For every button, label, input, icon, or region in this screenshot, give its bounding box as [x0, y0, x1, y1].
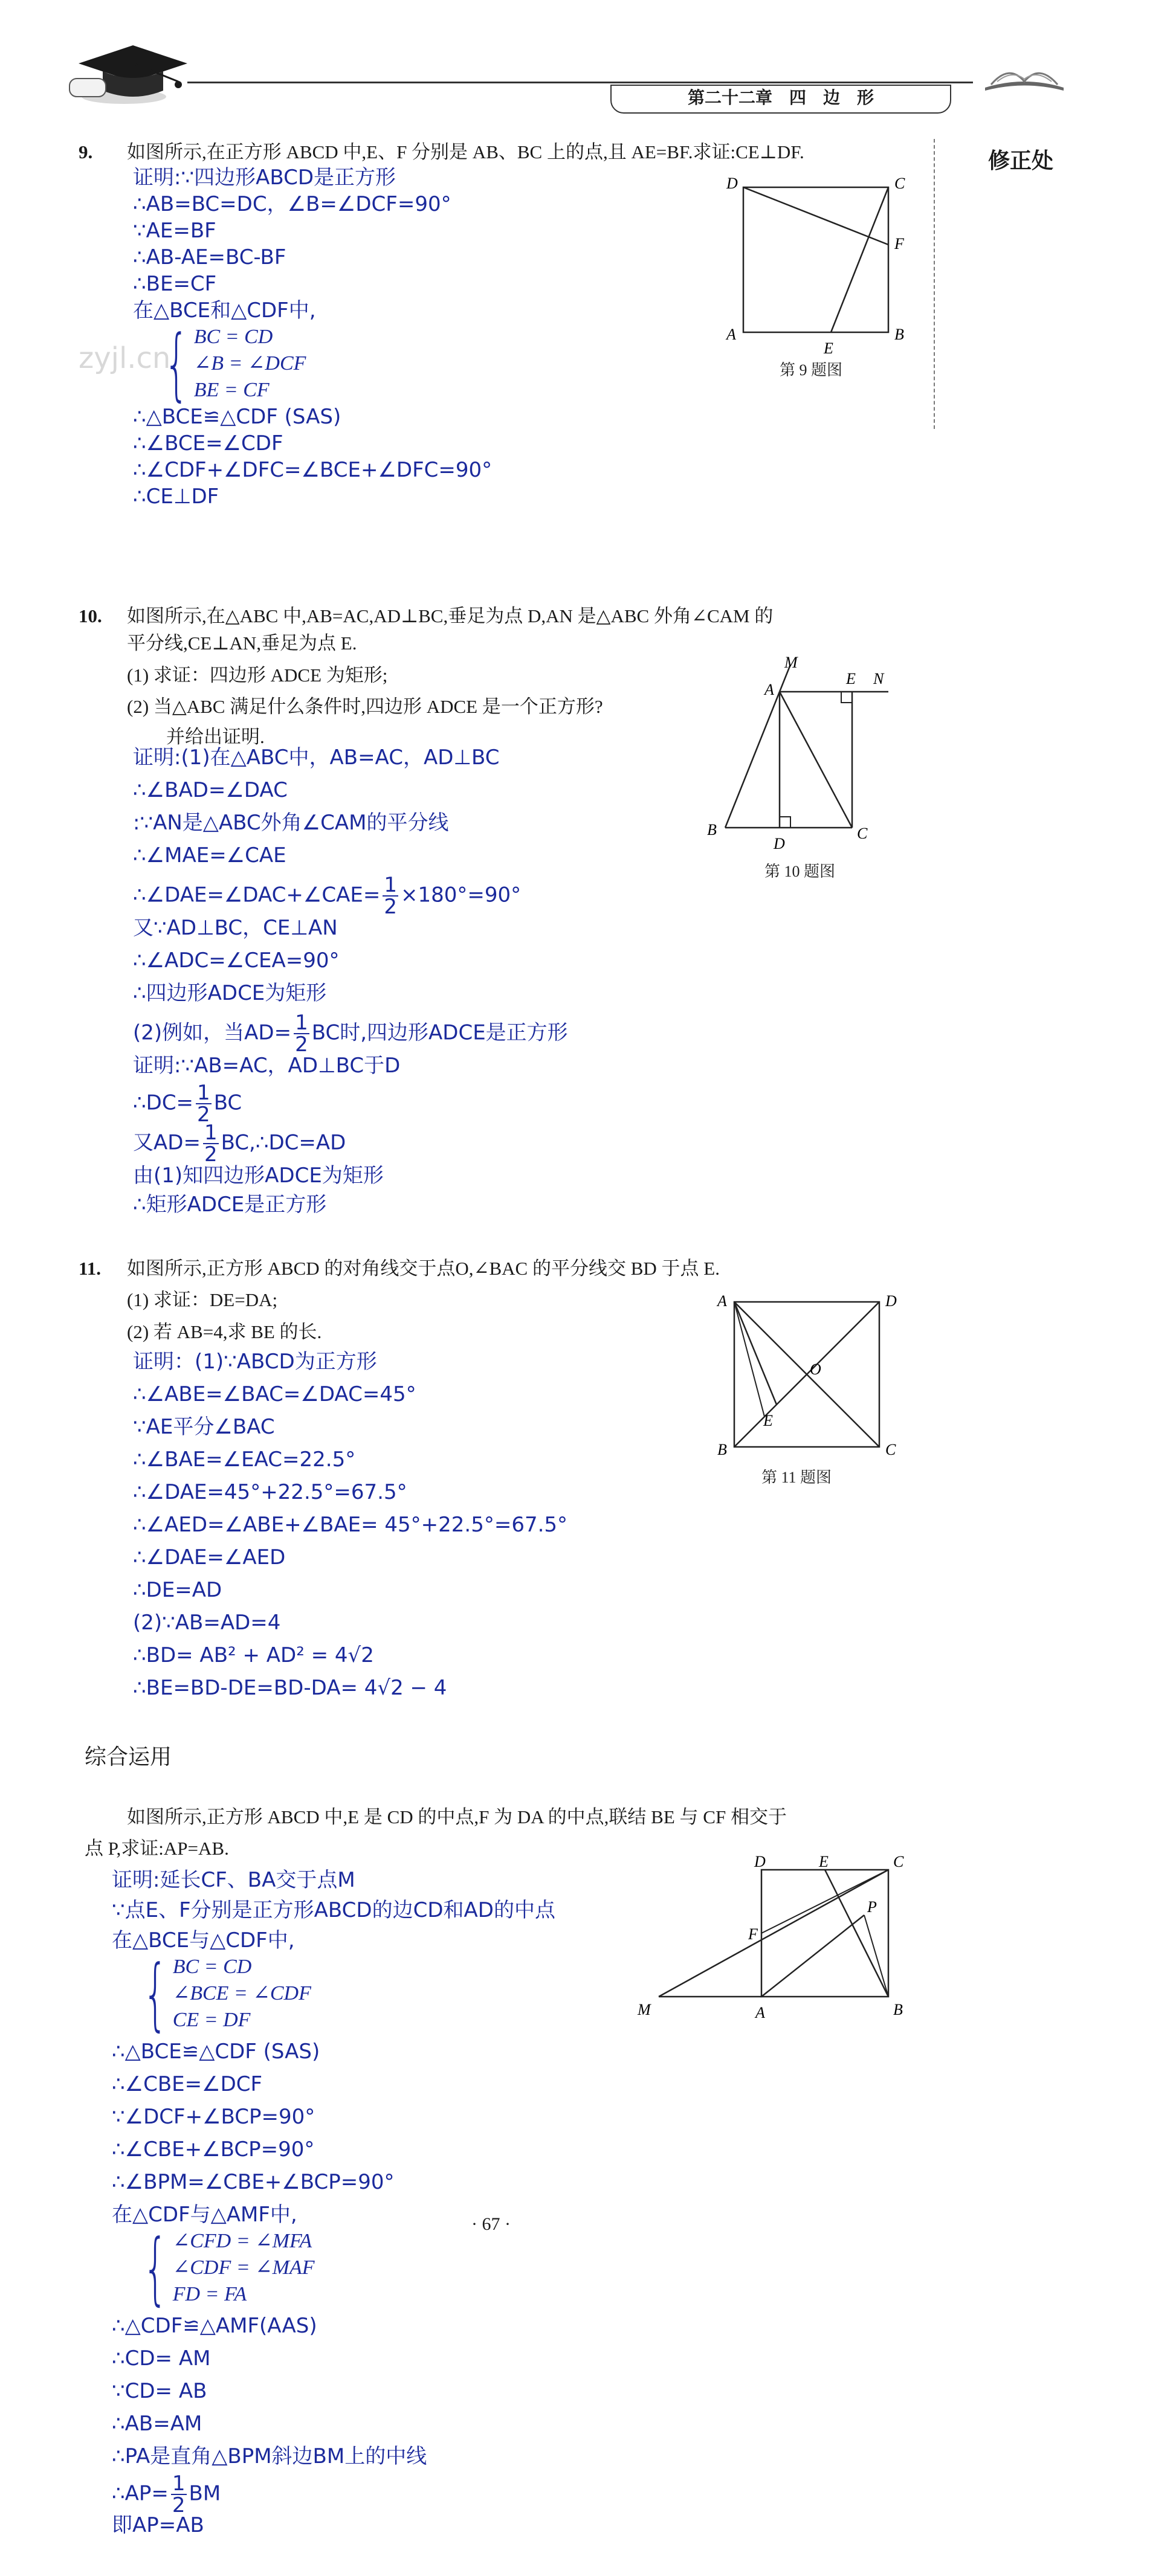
- q9-line: ∵AE=BF: [133, 219, 216, 243]
- graduation-cap-icon: [66, 36, 193, 109]
- zonghe-line: ∵∠DCF+∠BCP=90°: [112, 2105, 315, 2129]
- q9-system: [139, 318, 492, 410]
- zonghe-line: 在△BCE与△CDF中,: [112, 1928, 295, 1953]
- label-o: O: [810, 1360, 821, 1378]
- q11-line: ∴∠DAE=45°+22.5°=67.5°: [133, 1480, 407, 1504]
- label-c: C: [885, 1441, 896, 1458]
- brace-icon: {: [143, 2222, 168, 2314]
- system-line: BC = CD: [193, 326, 273, 348]
- q9-solution: [133, 164, 492, 510]
- q9-line: ∴BE=CF: [133, 272, 217, 296]
- q11-bd-line: ∴BD= AB² + AD² = 4√2: [133, 1643, 374, 1667]
- system-line: ∠CFD = ∠MFA: [172, 2230, 312, 2252]
- q11-part2: (2) 若 AB=4,求 BE 的长.: [127, 1321, 322, 1342]
- fraction-half: $\frac{1}{2}$: [295, 1011, 308, 1057]
- label-f: F: [894, 235, 904, 253]
- section-heading: 综合运用: [85, 1745, 172, 1769]
- label-a: A: [717, 1293, 727, 1310]
- fraction-half: $\frac{1}{2}$: [172, 2471, 186, 2517]
- zonghe-line: ∴△CDF≌△AMF(AAS): [112, 2314, 317, 2338]
- q11-line: ∴∠DAE=∠AED: [133, 1545, 286, 1570]
- zonghe-figure: [622, 1849, 925, 2042]
- zonghe-final: 即AP=AB: [112, 2513, 204, 2537]
- q9-caption: 第 9 题图: [780, 361, 843, 379]
- label-n: N: [873, 670, 884, 687]
- q10-caption: 第 10 题图: [764, 863, 836, 880]
- text: ∴∠DAE=∠DAC+∠CAE=: [133, 883, 381, 907]
- label-c: C: [857, 825, 868, 842]
- q10-part2: (2) 当△ABC 满足什么条件时,四边形 ADCE 是一个正方形?: [127, 696, 603, 717]
- fraction-half: $\frac{1}{2}$: [384, 873, 397, 919]
- label-a: A: [726, 326, 736, 343]
- q9-line: ∴△BCE≌△CDF (SAS): [133, 405, 341, 429]
- q11-line: ∴∠AED=∠ABE+∠BAE= 45°+22.5°=67.5°: [133, 1513, 568, 1537]
- q10-line: ∴矩形ADCE是正方形: [133, 1193, 327, 1217]
- system-line: ∠B = ∠DCF: [193, 352, 306, 375]
- brace-icon: {: [164, 318, 189, 410]
- q9-line: ∴∠CDF+∠DFC=∠BCE+∠DFC=90°: [133, 458, 493, 482]
- label-f: F: [748, 1925, 758, 1943]
- fraction-half: $\frac{1}{2}$: [197, 1081, 210, 1127]
- zonghe-solution: [112, 1867, 555, 2539]
- q11-line: ∴DE=AD: [133, 1578, 222, 1602]
- zonghe-line: ∵CD= AB: [112, 2379, 207, 2403]
- q10-part1: (1) 求证：四边形 ADCE 为矩形;: [127, 665, 388, 686]
- q11-line: ∴∠ABE=∠BAC=∠DAC=45°: [133, 1382, 416, 1406]
- header-rule: [187, 82, 973, 83]
- label-b: B: [893, 2001, 903, 2018]
- system-line: BE = CF: [193, 379, 270, 401]
- q10-line: 证明:(1)在△ABC中，AB=AC，AD⊥BC: [133, 745, 500, 770]
- chapter-tab: [610, 85, 951, 114]
- q10-line: :∵AN是△ABC外角∠CAM的平分线: [133, 811, 449, 835]
- q10-line: 由(1)知四边形ADCE为矩形: [133, 1164, 384, 1188]
- label-d: D: [754, 1853, 766, 1870]
- system-line: ∠BCE = ∠CDF: [172, 1982, 311, 2004]
- q9-line: ∴∠BCE=∠CDF: [133, 431, 283, 456]
- zonghe-line-frac: ∴AP= $\frac{1}{2}$ BM: [112, 2471, 221, 2517]
- q10-line: ∴四边形ADCE为矩形: [133, 981, 327, 1005]
- q9-line: ∴AB-AE=BC-BF: [133, 245, 286, 269]
- q10-line: ∴∠BAD=∠DAC: [133, 778, 288, 802]
- zonghe-line: 在△CDF与△AMF中,: [112, 2203, 297, 2227]
- label-a: A: [764, 681, 774, 698]
- header-logo: [66, 36, 193, 109]
- q9-number: 9.: [79, 141, 93, 163]
- q11-figure: [710, 1293, 910, 1486]
- q10-number: 10.: [79, 605, 102, 626]
- label-e: E: [763, 1412, 773, 1429]
- q11-number: 11.: [79, 1258, 102, 1279]
- zonghe-line: ∴PA是直角△BPM斜边BM上的中线: [112, 2444, 427, 2468]
- system-line: ∠CDF = ∠MAF: [172, 2256, 315, 2279]
- label-d: D: [774, 835, 785, 852]
- q9-text: 如图所示,在正方形 ABCD 中,E、F 分别是 AB、BC 上的点,且 AE=BF.求证:CE⊥DF.: [127, 141, 804, 163]
- brace-icon: {: [143, 1948, 168, 2040]
- label-d: D: [726, 175, 738, 192]
- q10-figure: [701, 646, 919, 880]
- label-d: D: [885, 1293, 897, 1310]
- q10-line: 证明:∵AB=AC，AD⊥BC于D: [133, 1054, 401, 1078]
- system-line: CE = DF: [172, 2009, 251, 2031]
- zonghe-line: ∵点E、F分别是正方形ABCD的边CD和AD的中点: [112, 1898, 555, 1922]
- chapter-title: 第二十二章 四 边 形: [687, 88, 874, 108]
- label-c: C: [893, 1853, 904, 1870]
- label-b: B: [717, 1441, 727, 1458]
- q9-line: 在△BCE和△CDF中,: [133, 298, 316, 323]
- q11-solution: [133, 1348, 567, 1701]
- q11-text: 如图所示,正方形 ABCD 的对角线交于点O,∠BAC 的平分线交 BD 于点 E.: [127, 1258, 720, 1279]
- label-e: E: [846, 670, 856, 687]
- q9-figure: [713, 169, 919, 379]
- q10-part2b: 并给出证明.: [166, 726, 265, 747]
- label-e: E: [824, 340, 833, 357]
- zonghe-line: ∴∠CBE+∠BCP=90°: [112, 2137, 315, 2162]
- zonghe-line: ∴∠BPM=∠CBE+∠BCP=90°: [112, 2170, 395, 2194]
- q10-line: ∴∠ADC=∠CEA=90°: [133, 948, 340, 973]
- q11-be-line: ∴BE=BD-DE=BD-DA= 4√2 − 4: [133, 1676, 447, 1700]
- zonghe-line: ∴△BCE≌△CDF (SAS): [112, 2040, 320, 2064]
- zonghe-text2: 点 P,求证:AP=AB.: [85, 1838, 229, 1859]
- label-a: A: [755, 2004, 765, 2021]
- label-e: E: [819, 1853, 829, 1870]
- q9-line: 证明:∵四边形ABCD是正方形: [133, 166, 396, 190]
- label-p: P: [867, 1898, 877, 1916]
- q11-part1: (1) 求证：DE=DA;: [127, 1289, 278, 1310]
- label-b: B: [707, 821, 717, 839]
- q10-solution: [133, 744, 568, 1218]
- margin-divider: [934, 139, 935, 429]
- q10-line-frac: (2)例如，当AD= $\frac{1}{2}$ BC时,四边形ADCE是正方形: [133, 1011, 568, 1057]
- watermark: zyjl.cn: [79, 341, 171, 375]
- zonghe-line: ∴AB=AM: [112, 2412, 202, 2436]
- q11-line: 证明：(1)∵ABCD为正方形: [133, 1350, 377, 1374]
- system-line: FD = FA: [172, 2283, 247, 2305]
- q10-line-frac: 又AD= $\frac{1}{2}$ BC,∴DC=AD: [133, 1121, 346, 1167]
- label-b: B: [894, 326, 904, 343]
- q10-line: 又∵AD⊥BC，CE⊥AN: [133, 916, 338, 940]
- q11-line: ∴∠BAE=∠EAC=22.5°: [133, 1447, 356, 1472]
- q11-line: (2)∵AB=AD=4: [133, 1611, 281, 1635]
- book-icon: [979, 57, 1070, 94]
- system-line: BC = CD: [172, 1956, 252, 1978]
- q11-caption: 第 11 题图: [761, 1469, 832, 1486]
- q10-text2: 平分线,CE⊥AN,垂足为点 E.: [127, 633, 357, 654]
- q10-text1: 如图所示,在△ABC 中,AB=AC,AD⊥BC,垂足为点 D,AN 是△ABC 外角∠CAM 的: [127, 605, 774, 626]
- zonghe-system1: [118, 1948, 555, 2040]
- q11-line: ∵AE平分∠BAC: [133, 1415, 275, 1439]
- text: ×180°=90°: [400, 883, 522, 907]
- q10-line: ∴∠MAE=∠CAE: [133, 843, 286, 868]
- zonghe-line: ∴∠CBE=∠DCF: [112, 2072, 263, 2096]
- label-m: M: [638, 2001, 651, 2018]
- zonghe-text1: 如图所示,正方形 ABCD 中,E 是 CD 的中点,F 为 DA 的中点,联结 BE 与 CF 相交于: [127, 1806, 787, 1827]
- zonghe-line: ∴CD= AM: [112, 2346, 211, 2371]
- zonghe-line: 证明:延长CF、BA交于点M: [112, 1868, 355, 1892]
- label-m: M: [784, 654, 798, 671]
- margin-label: 修正处: [988, 149, 1054, 173]
- label-c: C: [894, 175, 905, 192]
- q10-line-frac: ∴DC= $\frac{1}{2}$ BC: [133, 1081, 242, 1127]
- fraction-half: $\frac{1}{2}$: [204, 1121, 218, 1167]
- page-number: · 67 ·: [471, 2214, 511, 2234]
- q9-line: ∴CE⊥DF: [133, 485, 219, 509]
- q10-line-frac: [133, 873, 568, 919]
- q9-line: ∴AB=BC=DC，∠B=∠DCF=90°: [133, 192, 451, 216]
